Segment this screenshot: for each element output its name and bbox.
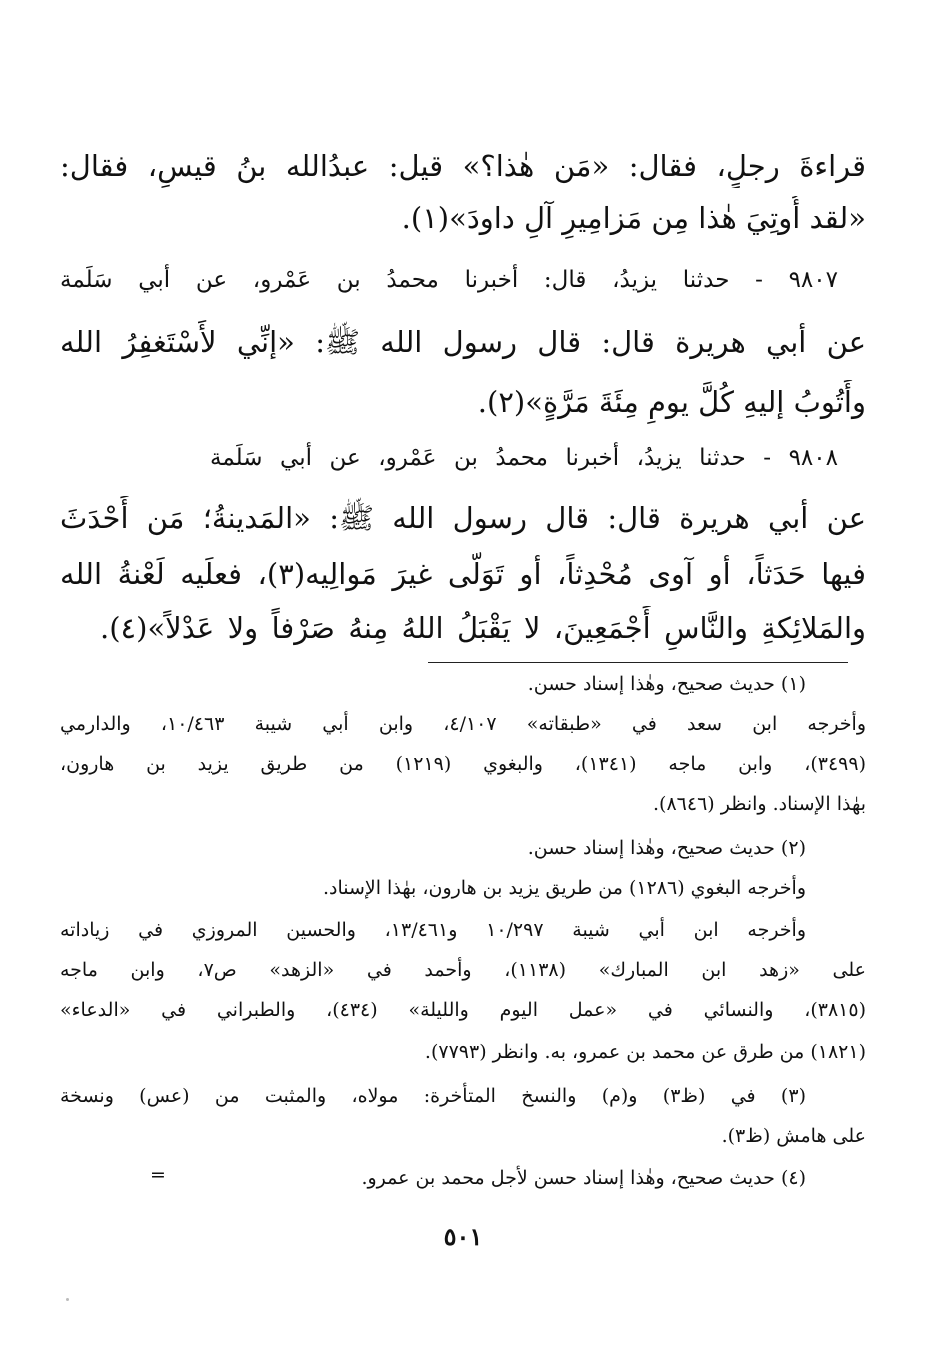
- main-text-line: وأَتُوبُ إليهِ كُلَّ يومٍ مِئَةَ مَرَّةٍ»(٢).: [477, 385, 866, 419]
- main-text-line: قراءةَ رجلٍ، فقال: «مَن هٰذا؟» قيل: عبدُالله بنُ قيسٍ، فقال:: [60, 149, 866, 183]
- footnote-line: (٣) في (ظ٣) و(م) والنسخ المتأخرة: مولاه، والمثبت من (عس) ونسخة: [60, 1085, 806, 1107]
- footnote-line: (٤) حديث صحيح، وهٰذا إسناد حسن لأجل محمد بن عمرو.: [361, 1167, 806, 1189]
- footnote-line: وأخرجه ابن أبي شيبة ١٠/٢٩٧ و١٣/٤٦١، والحسين المروزي في زياداته: [60, 919, 806, 941]
- footnote-line: على «زهد ابن المبارك» (١١٣٨)، وأحمد في «الزهد» ص٧، وابن ماجه: [60, 959, 866, 981]
- main-text-line: «لقد أُوتِيَ هٰذا مِن مَزامِيرِ آلِ داودَ»(١).: [401, 201, 866, 235]
- scan-speck: [66, 1298, 69, 1301]
- hadith-isnad-line: ٩٨٠٧ - حدثنا يزيدُ، قال: أخبرنا محمدُ بن عَمْرو، عن أبي سَلَمة: [60, 267, 838, 293]
- page-number: ٥٠١: [443, 1222, 483, 1251]
- hadith-isnad-line: ٩٨٠٨ - حدثنا يزيدُ، أخبرنا محمدُ بن عَمْرو، عن أبي سَلَمة: [210, 445, 838, 471]
- footnote-line: (١٨٢١) من طرق عن محمد بن عمرو، به. وانظر (٧٧٩٣).: [424, 1041, 866, 1063]
- continuation-mark: =: [150, 1164, 166, 1186]
- footnote-line: وأخرجه ابن سعد في «طبقاته» ٤/١٠٧، وابن أبي شيبة ١٠/٤٦٣، والدارمي: [60, 713, 866, 735]
- main-text-line: عن أبي هريرة قال: قال رسول الله ﷺ: «إنِّي لأَسْتَغفِرُ الله: [60, 325, 866, 359]
- footnote-line: على هامش (ظ٣).: [721, 1125, 866, 1147]
- footnote-line: (٢) حديث صحيح، وهٰذا إسناد حسن.: [527, 837, 806, 859]
- footnote-line: بهٰذا الإسناد. وانظر (٨٦٤٦).: [653, 793, 866, 815]
- footnote-line: (٣٨١٥)، والنسائي في «عمل اليوم والليلة» (٤٣٤)، والطبراني في «الدعاء»: [60, 999, 866, 1021]
- main-text-line: فيها حَدَثاً، أو آوى مُحْدِثاً، أو تَوَلَّى غيرَ مَوالِيه(٣)، فعلَيه لَعْنةُ الله: [60, 557, 866, 591]
- footnote-line: (٣٤٩٩)، وابن ماجه (١٣٤١)، والبغوي (١٢١٩) من طريق يزيد بن هارون،: [60, 753, 866, 775]
- main-text-line: والمَلائِكةِ والنَّاسِ أَجْمَعِينَ، لا يَقْبَلُ اللهُ مِنهُ صَرْفاً ولا عَدْلاً»(٤).: [100, 611, 866, 645]
- footnote-divider: [428, 662, 848, 663]
- footnote-line: وأخرجه البغوي (١٢٨٦) من طريق يزيد بن هارون، بهٰذا الإسناد.: [322, 877, 806, 899]
- footnote-line: (١) حديث صحيح، وهٰذا إسناد حسن.: [527, 673, 806, 695]
- main-text-line: عن أبي هريرة قال: قال رسول الله ﷺ: «المَدينةُ؛ مَن أَحْدَثَ: [60, 501, 866, 535]
